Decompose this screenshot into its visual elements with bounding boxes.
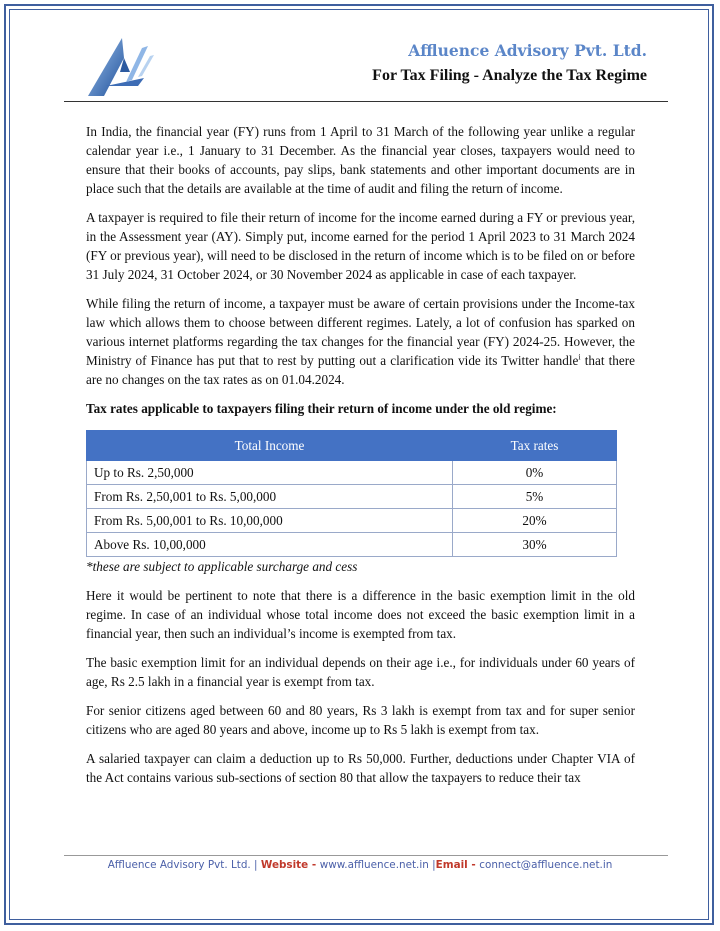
table-row [87, 509, 617, 533]
income-cell: Up to Rs. 2,50,000 [87, 461, 453, 485]
table-note: *these are subject to applicable surcharge and cess [86, 559, 358, 574]
table-row [87, 533, 617, 557]
page-footer [0, 859, 720, 871]
rate-cell: 5% [453, 485, 617, 509]
company-name: Affluence Advisory Pvt. Ltd. [408, 41, 647, 60]
column-header-tax-rates: Tax rates [453, 431, 617, 461]
rate-cell: 20% [453, 509, 617, 533]
footer-website-dash: - [308, 859, 320, 871]
paragraph-under-60: The basic exemption limit for an individual depends on their age i.e., for individuals under 60 years of age, Rs 2.5 lakh in a financial year is exempt from tax. [86, 655, 635, 689]
paragraph-regimes-text-b: that there are no changes on the tax rates as on 01.04.2024. [86, 353, 635, 387]
footer-email-link[interactable]: connect@affluence.net.in [479, 859, 613, 871]
footer-separator: | [428, 859, 436, 871]
tax-rates-table [86, 430, 617, 557]
income-cell: From Rs. 5,00,001 to Rs. 10,00,000 [87, 509, 453, 533]
table-header-row [87, 431, 617, 461]
table-row [87, 485, 617, 509]
rate-cell: 0% [453, 461, 617, 485]
income-cell: Above Rs. 10,00,000 [87, 533, 453, 557]
paragraph-regimes [86, 294, 635, 389]
footer-email-label: Email [435, 859, 468, 871]
paragraph-salaried-deduction: A salaried taxpayer can claim a deduction up to Rs 50,000. Further, deductions under Chapter VIA of the Act contains various sub-sections of section 80 that allow the taxpayers to reduce their tax [86, 751, 635, 785]
footer-company: Affluence Advisory Pvt. Ltd. [107, 859, 251, 871]
income-cell: From Rs. 2,50,001 to Rs. 5,00,000 [87, 485, 453, 509]
paragraph-assessment-year: A taxpayer is required to file their return of income for the income earned during a FY or previous year, in the Assessment year (AY). Simply put, income earned for the period 1 April 2023 to 31 March 2024 (FY or previous year), will need to be disclosed in the return of income which is to be filed on or before 31 July 2024, 31 October 2024, or 30 November 2024 as applicable in case of each taxpayer. [86, 210, 635, 282]
paragraph-senior-citizens: For senior citizens aged between 60 and 80 years, Rs 3 lakh is exempt from tax and for super senior citizens who are aged 80 years and above, income up to Rs 5 lakh is exempt from tax. [86, 703, 635, 737]
footnote-marker[interactable]: i [578, 352, 581, 362]
footer-website-label: Website [260, 859, 309, 871]
rate-cell: 30% [453, 533, 617, 557]
table-heading: Tax rates applicable to taxpayers filing their return of income under the old regime: [86, 401, 557, 416]
footer-email-dash: - [467, 859, 480, 871]
footer-separator: | [250, 859, 261, 871]
footer-website-link[interactable]: www.affluence.net.in [319, 859, 429, 871]
header-divider [64, 101, 668, 102]
company-logo [80, 36, 160, 98]
paragraph-exemption-limit: Here it would be pertinent to note that there is a difference in the basic exemption limit in the old regime. In case of an individual whose total income does not exceed the basic exemption limit in a financial year, then such an individual’s income is exempted from tax. [86, 588, 635, 641]
paragraph-regimes-text-a: While filing the return of income, a taxpayer must be aware of certain provisions under the Income-tax law which allows them to choose between different regimes. Lately, a lot of confusion has sparked on various internet platforms regarding the tax changes for the financial year (FY) 2024-25. However, the Ministry of Finance has put that to rest by putting out a clarification vide its Twitter handle [86, 296, 635, 368]
document-body [86, 122, 635, 797]
table-row [87, 461, 617, 485]
column-header-total-income: Total Income [87, 431, 453, 461]
document-subtitle: For Tax Filing - Analyze the Tax Regime [372, 67, 647, 84]
footer-divider [64, 855, 668, 856]
paragraph-financial-year: In India, the financial year (FY) runs from 1 April to 31 March of the following year unlike a regular calendar year i.e., 1 January to 31 December. As the financial year closes, taxpayers would need to ensure that their books of accounts, pay slips, bank statements and other important documents are in place such that the details are available at the time of audit and filing the return of income. [86, 124, 635, 196]
